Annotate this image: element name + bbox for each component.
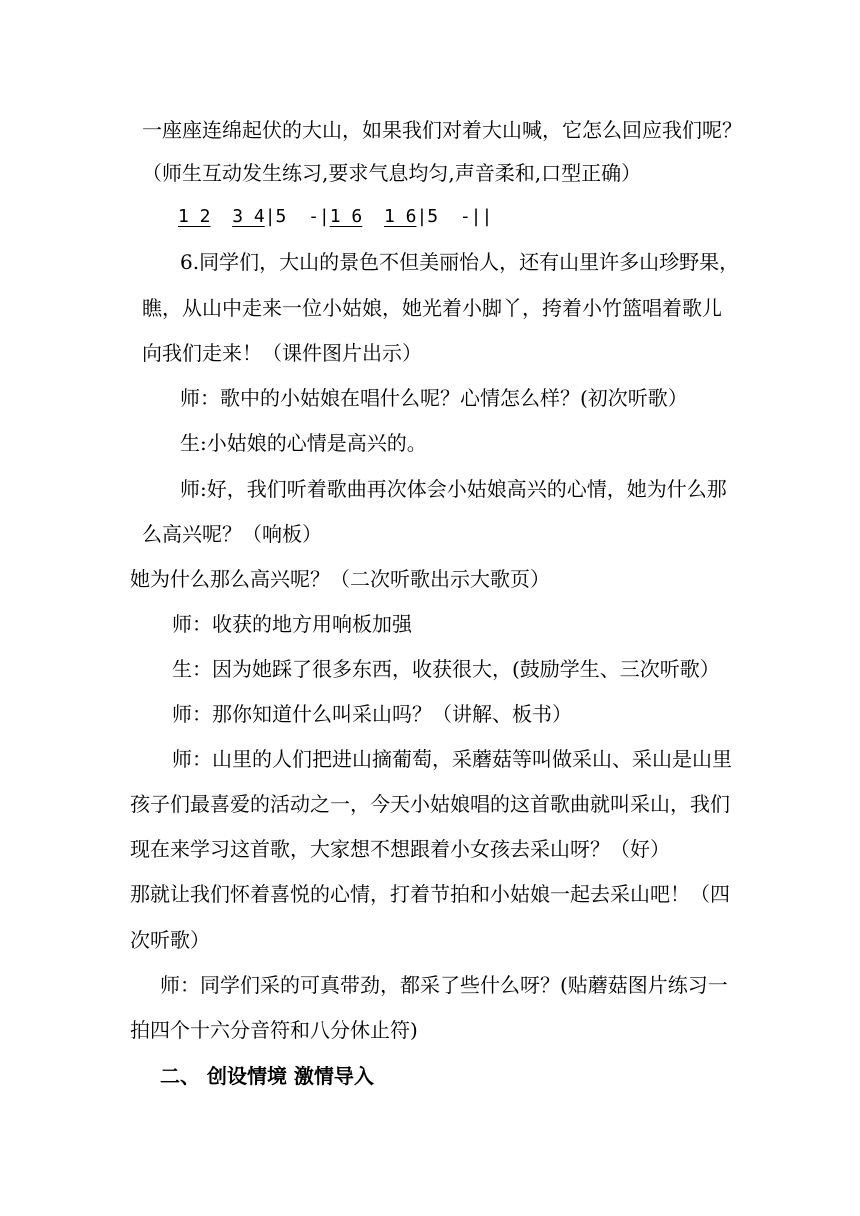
paragraph-line: 孩子们最喜爱的活动之一，今天小姑娘唱的这首歌曲就叫采山，我们 <box>130 792 730 816</box>
paragraph-line: 师：收获的地方用响板加强 <box>172 612 412 636</box>
paragraph-line: 一座座连绵起伏的大山，如果我们对着大山喊，它怎么回应我们呢？ <box>142 118 742 142</box>
paragraph-line: 生:小姑娘的心情是高兴的。 <box>180 431 427 455</box>
note-group: 3 4 <box>232 206 265 227</box>
paragraph-line: 师：同学们采的可真带劲，都采了些什么呀？(贴蘑菇图片练习一 <box>160 973 728 997</box>
paragraph-line: 那就让我们怀着喜悦的心情，打着节拍和小姑娘一起去采山吧！（四 <box>130 882 730 906</box>
music-notation <box>178 205 492 229</box>
paragraph-line: 次听歌） <box>130 928 210 952</box>
paragraph-line: 师:好，我们听着歌曲再次体会小姑娘高兴的心情，她为什么那 <box>180 477 727 501</box>
note-group: |5 -|| <box>416 206 493 227</box>
paragraph-line: 6.同学们，大山的景色不但美丽怡人，还有山里许多山珍野果， <box>180 250 740 274</box>
paragraph-line: 么高兴呢？（响板） <box>142 522 322 546</box>
paragraph-line: 她为什么那么高兴呢？（二次听歌出示大歌页） <box>130 567 550 591</box>
paragraph-line: （师生互动发生练习,要求气息均匀,声音柔和,口型正确） <box>142 161 642 185</box>
paragraph-line: 师：歌中的小姑娘在唱什么呢？心情怎么样？(初次听歌） <box>180 386 688 410</box>
paragraph-line: 师：那你知道什么叫采山吗？（讲解、板书） <box>172 702 572 726</box>
paragraph-line: 师：山里的人们把进山摘葡萄，采蘑菇等叫做采山、采山是山里 <box>172 747 732 771</box>
note-group: |5 -| <box>264 206 330 227</box>
paragraph-line: 向我们走来！（课件图片出示） <box>142 341 422 365</box>
paragraph-line: 现在来学习这首歌，大家想不想跟着小女孩去采山呀？（好） <box>130 837 670 861</box>
note-group: 1 2 <box>178 206 211 227</box>
note-group: 1 6 <box>383 206 417 227</box>
paragraph-line: 拍四个十六分音符和八分休止符) <box>130 1018 418 1042</box>
paragraph-line: 瞧，从山中走来一位小姑娘，她光着小脚丫，挎着小竹篮唱着歌儿 <box>142 296 722 320</box>
section-heading: 二、 创设情境 激情导入 <box>160 1064 374 1088</box>
note-group: 1 6 <box>329 206 363 227</box>
paragraph-line: 生：因为她踩了很多东西，收获很大，(鼓励学生、三次听歌） <box>172 657 720 681</box>
